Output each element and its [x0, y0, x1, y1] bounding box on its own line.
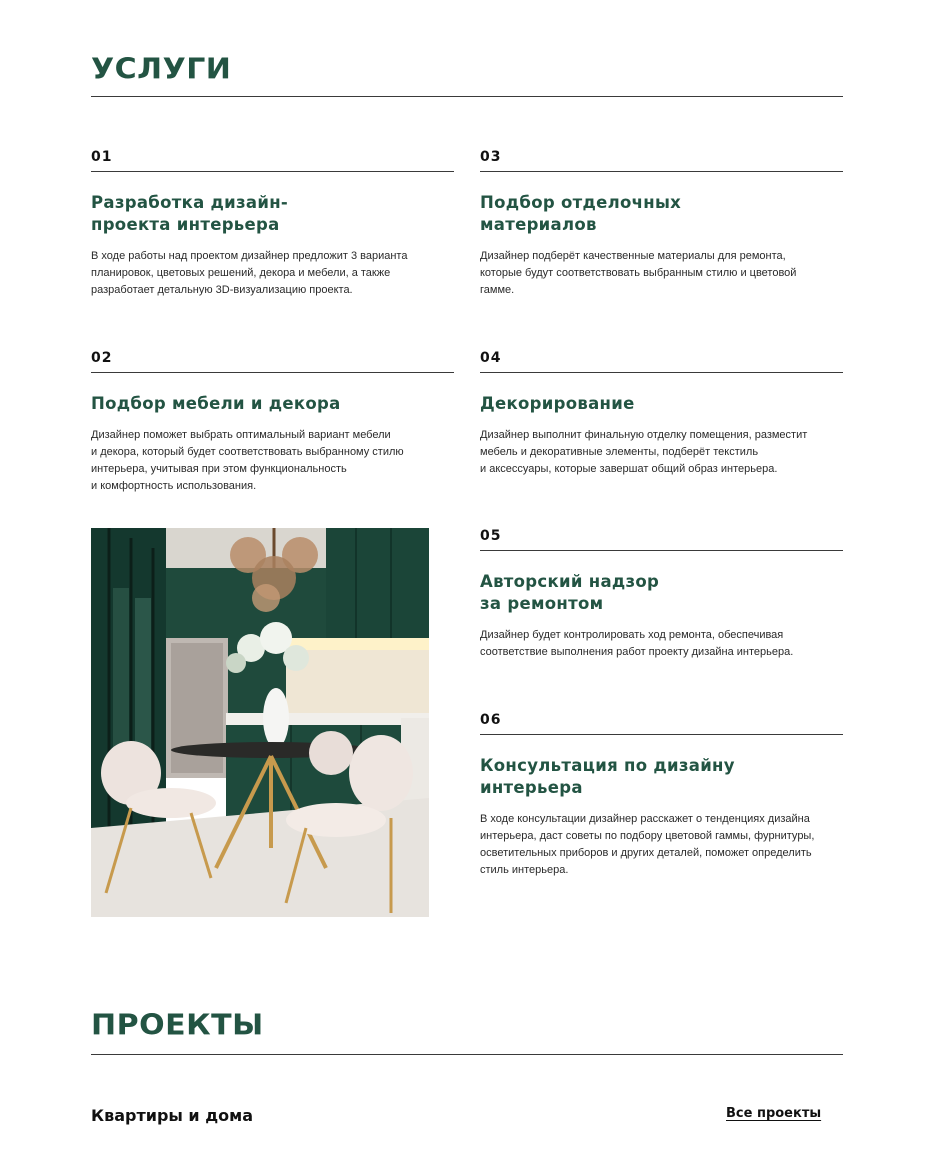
service-item-02 [91, 351, 454, 495]
service-description [480, 248, 843, 299]
desc-line: Дизайнер подберёт качественные материалы для ремонта, [480, 250, 786, 262]
service-title-line: Подбор мебели и декора [91, 394, 341, 413]
all-projects-link[interactable]: Все проекты [726, 1106, 822, 1121]
service-item-05 [480, 529, 843, 661]
desc-line: Дизайнер поможет выбрать оптимальный вариант мебели [91, 429, 391, 441]
service-title-line: Разработка дизайн- [91, 193, 289, 212]
service-title-line: Консультация по дизайну [480, 756, 735, 775]
interior-photo [91, 528, 429, 917]
service-title-line: за ремонтом [480, 594, 604, 613]
service-divider [91, 171, 454, 172]
desc-line: интерьера, даст советы по подбору цветовой гаммы, фурнитуры, [480, 830, 815, 842]
service-title [480, 192, 843, 236]
service-divider [480, 550, 843, 551]
desc-line: Дизайнер выполнит финальную отделку помещения, разместит [480, 429, 808, 441]
desc-line: Дизайнер будет контролировать ход ремонта, обеспечивая [480, 629, 784, 641]
service-description [91, 427, 454, 495]
desc-line: планировок, цветовых решений, декора и мебели, а также [91, 267, 391, 279]
service-number: 04 [480, 350, 502, 366]
service-divider [480, 372, 843, 373]
projects-subtitle: Квартиры и дома [91, 1106, 253, 1125]
service-divider [91, 372, 454, 373]
service-title-line: материалов [480, 215, 597, 234]
service-item-06 [480, 713, 843, 879]
service-divider [480, 171, 843, 172]
service-title-line: проекта интерьера [91, 215, 280, 234]
desc-line: и аксессуары, которые завершат общий образ интерьера. [480, 463, 778, 475]
desc-line: и комфортность использования. [91, 480, 257, 492]
service-title [91, 393, 454, 415]
service-item-03 [480, 150, 843, 299]
service-title [480, 755, 843, 799]
service-title-line: Подбор отделочных [480, 193, 682, 212]
desc-line: и декора, который будет соответствовать выбранному стилю [91, 446, 404, 458]
service-description [480, 427, 843, 478]
service-title-line: интерьера [480, 778, 583, 797]
service-description [91, 248, 454, 299]
service-item-04 [480, 351, 843, 478]
service-title [91, 192, 454, 236]
service-number: 03 [480, 149, 502, 165]
desc-line: В ходе консультации дизайнер расскажет о тенденциях дизайна [480, 813, 810, 825]
service-divider [480, 734, 843, 735]
service-number: 06 [480, 712, 502, 728]
projects-divider [91, 1054, 843, 1055]
desc-line: соответствие выполнения работ проекту дизайна интерьера. [480, 646, 794, 658]
service-title [480, 393, 843, 415]
service-number: 02 [91, 350, 113, 366]
desc-line: которые будут соответствовать выбранным стилю и цветовой [480, 267, 797, 279]
service-description [480, 627, 843, 661]
service-number: 05 [480, 528, 502, 544]
desc-line: разработает детальную 3D-визуализацию проекта. [91, 284, 353, 296]
services-title: УСЛУГИ [91, 52, 232, 87]
projects-title: ПРОЕКТЫ [91, 1008, 264, 1043]
desc-line: осветительных приборов и других деталей, поможет определить [480, 847, 812, 859]
service-item-01 [91, 150, 454, 299]
desc-line: гамме. [480, 284, 515, 296]
service-title [480, 571, 843, 615]
services-divider [91, 96, 843, 97]
desc-line: стиль интерьера. [480, 864, 569, 876]
service-title-line: Декорирование [480, 394, 635, 413]
desc-line: мебель и декоративные элементы, подберёт текстиль [480, 446, 759, 458]
desc-line: интерьера, учитывая при этом функциональность [91, 463, 347, 475]
service-number: 01 [91, 149, 113, 165]
service-description [480, 811, 843, 879]
service-title-line: Авторский надзор [480, 572, 660, 591]
desc-line: В ходе работы над проектом дизайнер предложит 3 варианта [91, 250, 408, 262]
